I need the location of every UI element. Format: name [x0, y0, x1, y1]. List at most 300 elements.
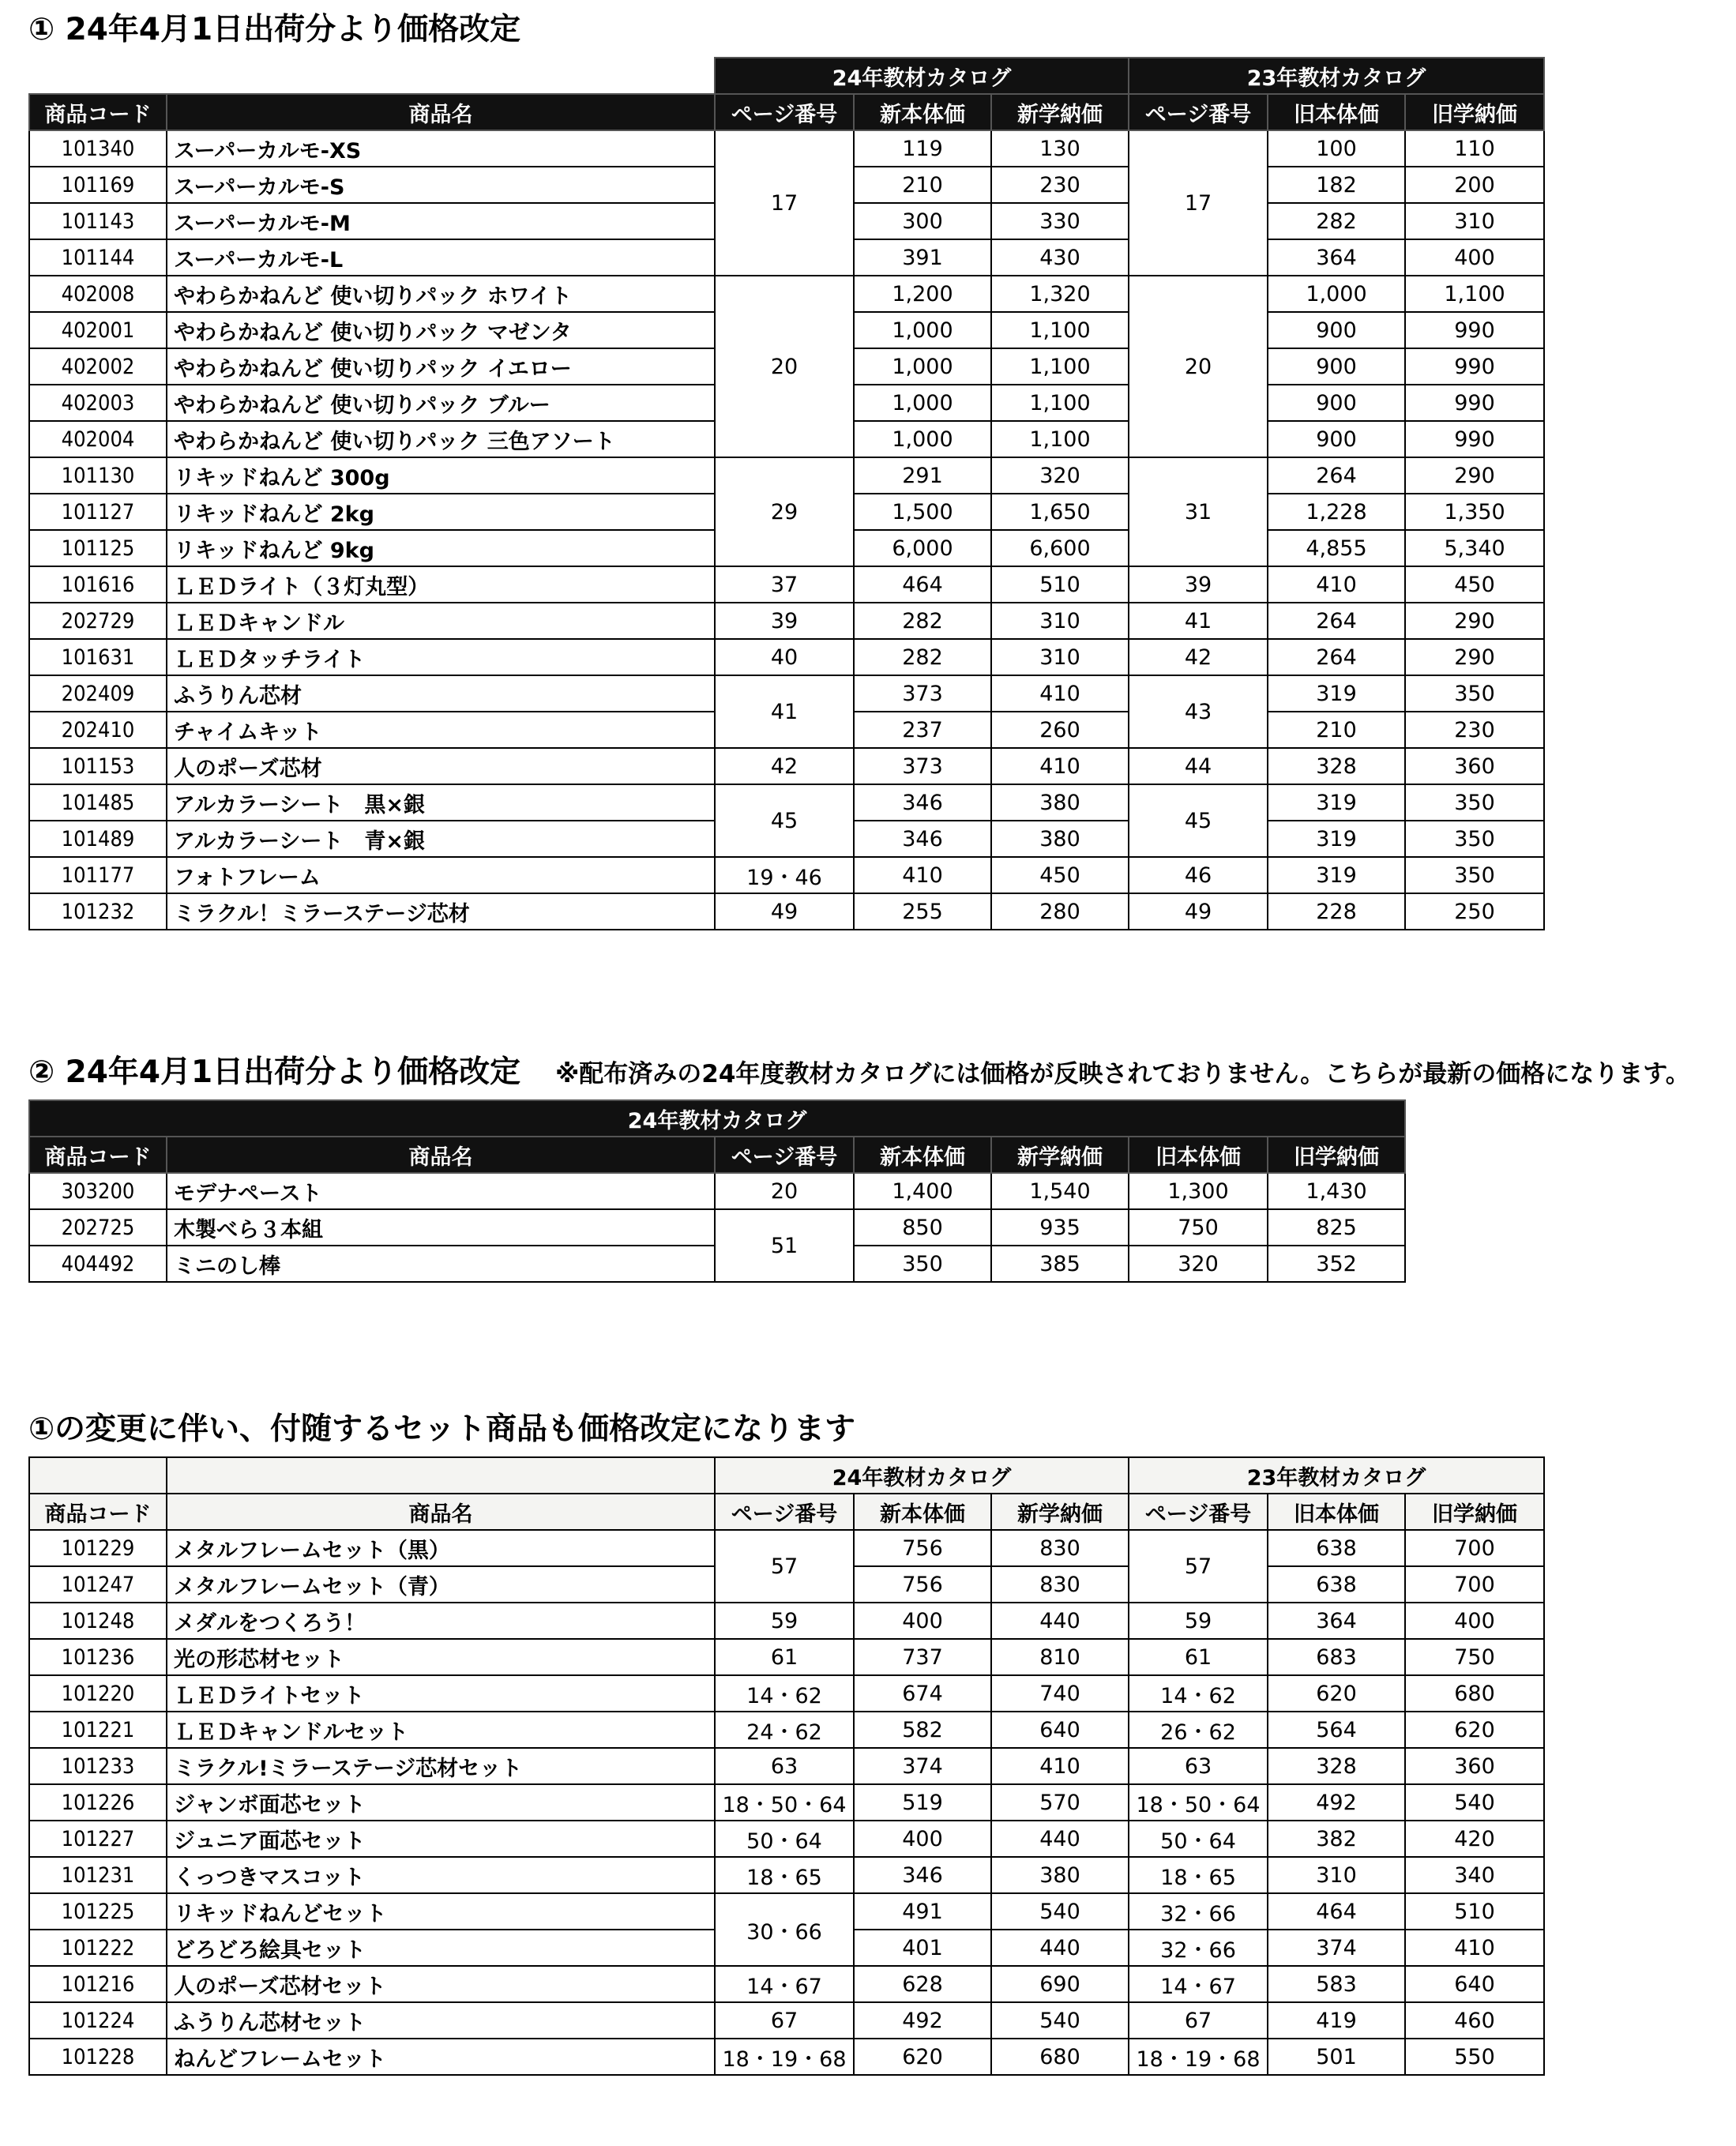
old-page-cell: 63 — [1129, 1748, 1268, 1784]
new-base-price-cell: 282 — [854, 603, 991, 639]
product-code-cell: 402001 — [29, 312, 167, 348]
new-base-price-cell: 1,000 — [854, 312, 991, 348]
old-base-price-cell: 638 — [1268, 1566, 1405, 1603]
old-base-price-cell: 319 — [1268, 784, 1405, 821]
old-base-price-cell: 264 — [1268, 457, 1405, 494]
new-school-price-cell: 510 — [991, 566, 1129, 603]
table-row — [29, 457, 1544, 494]
old-base-price-cell: 264 — [1268, 639, 1405, 675]
header-new-base-price: 新本体価 — [854, 1494, 991, 1530]
old-page-cell: 32・66 — [1129, 1930, 1268, 1966]
product-code-cell: 101125 — [29, 530, 167, 566]
old-base-price-cell: 1,000 — [1268, 276, 1405, 312]
new-page-cell: 18・19・68 — [715, 2039, 854, 2075]
old-school-price-cell: 990 — [1405, 421, 1544, 457]
table-row — [29, 130, 1544, 167]
old-school-price-cell: 340 — [1405, 1857, 1544, 1893]
new-base-price-cell: 346 — [854, 784, 991, 821]
page-cell: 51 — [715, 1209, 854, 1282]
new-base-price-cell: 373 — [854, 748, 991, 784]
new-page-cell: 61 — [715, 1639, 854, 1675]
new-page-cell: 18・65 — [715, 1857, 854, 1893]
old-school-price-cell: 400 — [1405, 239, 1544, 276]
table-row — [29, 1784, 1544, 1821]
new-school-price-cell: 810 — [991, 1639, 1129, 1675]
table-row — [29, 893, 1544, 930]
old-school-price-cell: 400 — [1405, 1603, 1544, 1639]
table-row — [29, 1748, 1544, 1784]
product-name-cell: リキッドねんど 9kg — [167, 530, 715, 566]
product-code-cell: 202410 — [29, 712, 167, 748]
table-row — [29, 1966, 1544, 2002]
new-base-price-cell: 391 — [854, 239, 991, 276]
new-page-cell: 45 — [715, 784, 854, 857]
old-school-price-cell: 700 — [1405, 1566, 1544, 1603]
old-page-cell: 41 — [1129, 603, 1268, 639]
header-product-name: 商品名 — [167, 1494, 715, 1530]
old-page-cell: 18・19・68 — [1129, 2039, 1268, 2075]
group-header-2024: 24年教材カタログ — [715, 1457, 1129, 1494]
table-row — [29, 1173, 1405, 1209]
table-row — [29, 1209, 1405, 1246]
old-school-price-cell: 450 — [1405, 566, 1544, 603]
old-base-price-cell: 620 — [1268, 1675, 1405, 1712]
old-base-price-cell: 319 — [1268, 675, 1405, 712]
old-school-price-cell: 230 — [1405, 712, 1544, 748]
header-product-name: 商品名 — [167, 94, 715, 130]
new-school-price-cell: 680 — [991, 2039, 1129, 2075]
product-name-cell: リキッドねんど 2kg — [167, 494, 715, 530]
product-name-cell: やわらかねんど 使い切りパック マゼンタ — [167, 312, 715, 348]
old-school-price-cell: 360 — [1405, 748, 1544, 784]
new-page-cell: 14・67 — [715, 1966, 854, 2002]
section2-title: ② 24年4月1日出荷分より価格改定 — [28, 1054, 521, 1090]
old-page-cell: 61 — [1129, 1639, 1268, 1675]
old-page-cell: 20 — [1129, 276, 1268, 457]
new-base-price-cell: 1,000 — [854, 385, 991, 421]
old-school-price-cell: 750 — [1405, 1639, 1544, 1675]
product-code-cell: 101127 — [29, 494, 167, 530]
new-school-price-cell: 1,100 — [991, 312, 1129, 348]
new-school-price-cell: 320 — [991, 457, 1129, 494]
old-page-cell: 14・62 — [1129, 1675, 1268, 1712]
table-row — [29, 1530, 1544, 1566]
new-base-price-cell: 491 — [854, 1893, 991, 1930]
header-old-page: ページ番号 — [1129, 94, 1268, 130]
old-base-price-cell: 564 — [1268, 1712, 1405, 1748]
product-code-cell: 101248 — [29, 1603, 167, 1639]
old-school-price-cell: 550 — [1405, 2039, 1544, 2075]
new-base-price-cell: 1,000 — [854, 348, 991, 385]
blank-header-name — [167, 1457, 715, 1494]
product-code-cell: 101153 — [29, 748, 167, 784]
table-row — [29, 675, 1544, 712]
header-new-page: ページ番号 — [715, 94, 854, 130]
new-base-price-cell: 282 — [854, 639, 991, 675]
table-row — [29, 1603, 1544, 1639]
old-base-price-cell: 228 — [1268, 893, 1405, 930]
new-school-price-cell: 690 — [991, 1966, 1129, 2002]
old-base-price-cell: 374 — [1268, 1930, 1405, 1966]
product-code-cell: 101222 — [29, 1930, 167, 1966]
price-table-1 — [28, 57, 1545, 930]
new-school-price-cell: 540 — [991, 2002, 1129, 2039]
product-code-cell: 202409 — [29, 675, 167, 712]
new-school-price-cell: 935 — [991, 1209, 1129, 1246]
product-name-cell: どろどろ絵具セット — [167, 1930, 715, 1966]
price-table-3 — [28, 1456, 1545, 2076]
old-school-price-cell: 1,430 — [1268, 1173, 1405, 1209]
old-school-price-cell: 352 — [1268, 1246, 1405, 1282]
new-school-price-cell: 440 — [991, 1930, 1129, 1966]
new-base-price-cell: 492 — [854, 2002, 991, 2039]
old-page-cell: 45 — [1129, 784, 1268, 857]
new-school-price-cell: 540 — [991, 1893, 1129, 1930]
new-school-price-cell: 310 — [991, 603, 1129, 639]
old-page-cell: 57 — [1129, 1530, 1268, 1603]
product-name-cell: やわらかねんど 使い切りパック 三色アソート — [167, 421, 715, 457]
new-base-price-cell: 401 — [854, 1930, 991, 1966]
new-base-price-cell: 582 — [854, 1712, 991, 1748]
new-page-cell: 67 — [715, 2002, 854, 2039]
table-row — [29, 2002, 1544, 2039]
blank-header-code — [29, 1457, 167, 1494]
product-name-cell: くっつきマスコット — [167, 1857, 715, 1893]
header-old-school-price: 旧学納価 — [1405, 1494, 1544, 1530]
product-code-cell: 101216 — [29, 1966, 167, 2002]
new-page-cell: 17 — [715, 130, 854, 276]
old-school-price-cell: 290 — [1405, 457, 1544, 494]
product-code-cell: 101169 — [29, 167, 167, 203]
old-school-price-cell: 290 — [1405, 639, 1544, 675]
new-base-price-cell: 1,400 — [854, 1173, 991, 1209]
new-page-cell: 49 — [715, 893, 854, 930]
old-base-price-cell: 900 — [1268, 348, 1405, 385]
old-base-price-cell: 210 — [1268, 712, 1405, 748]
product-code-cell: 101144 — [29, 239, 167, 276]
old-base-price-cell: 638 — [1268, 1530, 1405, 1566]
table-row — [29, 1893, 1544, 1930]
old-base-price-cell: 382 — [1268, 1821, 1405, 1857]
header-product-name: 商品名 — [167, 1137, 715, 1173]
old-page-cell: 17 — [1129, 130, 1268, 276]
new-base-price-cell: 737 — [854, 1639, 991, 1675]
old-page-cell: 59 — [1129, 1603, 1268, 1639]
old-base-price-cell: 100 — [1268, 130, 1405, 167]
old-page-cell: 50・64 — [1129, 1821, 1268, 1857]
product-code-cell: 101231 — [29, 1857, 167, 1893]
old-school-price-cell: 310 — [1405, 203, 1544, 239]
section1-title: ① 24年4月1日出荷分より価格改定 — [28, 12, 521, 47]
group-header-2023: 23年教材カタログ — [1129, 1457, 1544, 1494]
product-code-cell: 101226 — [29, 1784, 167, 1821]
product-name-cell: やわらかねんど 使い切りパック ホワイト — [167, 276, 715, 312]
new-page-cell: 57 — [715, 1530, 854, 1603]
new-school-price-cell: 380 — [991, 821, 1129, 857]
old-page-cell: 39 — [1129, 566, 1268, 603]
product-code-cell: 101485 — [29, 784, 167, 821]
header-new-school-price: 新学納価 — [991, 1494, 1129, 1530]
old-page-cell: 14・67 — [1129, 1966, 1268, 2002]
product-code-cell: 101130 — [29, 457, 167, 494]
product-code-cell: 101489 — [29, 821, 167, 857]
old-page-cell: 18・65 — [1129, 1857, 1268, 1893]
old-school-price-cell: 350 — [1405, 675, 1544, 712]
old-base-price-cell: 320 — [1129, 1246, 1268, 1282]
new-base-price-cell: 1,500 — [854, 494, 991, 530]
header-product-code: 商品コード — [29, 1494, 167, 1530]
new-page-cell: 19・46 — [715, 857, 854, 893]
product-name-cell: ＬＥＤタッチライト — [167, 639, 715, 675]
old-base-price-cell: 492 — [1268, 1784, 1405, 1821]
table-row — [29, 1639, 1544, 1675]
old-base-price-cell: 900 — [1268, 312, 1405, 348]
product-name-cell: モデナペースト — [167, 1173, 715, 1209]
product-code-cell: 101220 — [29, 1675, 167, 1712]
new-page-cell: 29 — [715, 457, 854, 566]
header-new-page: ページ番号 — [715, 1494, 854, 1530]
old-base-price-cell: 900 — [1268, 421, 1405, 457]
table-row — [29, 1712, 1544, 1748]
group-header-2024: 24年教材カタログ — [29, 1100, 1405, 1137]
product-name-cell: メタルフレームセット（青） — [167, 1566, 715, 1603]
product-code-cell: 101228 — [29, 2039, 167, 2075]
product-code-cell: 101229 — [29, 1530, 167, 1566]
new-page-cell: 41 — [715, 675, 854, 748]
new-page-cell: 39 — [715, 603, 854, 639]
product-code-cell: 101631 — [29, 639, 167, 675]
product-name-cell: フォトフレーム — [167, 857, 715, 893]
product-name-cell: 人のポーズ芯材セット — [167, 1966, 715, 2002]
new-school-price-cell: 1,100 — [991, 421, 1129, 457]
new-base-price-cell: 300 — [854, 203, 991, 239]
product-name-cell: アルカラーシート 青×銀 — [167, 821, 715, 857]
old-base-price-cell: 282 — [1268, 203, 1405, 239]
new-page-cell: 30・66 — [715, 1893, 854, 1966]
old-page-cell: 26・62 — [1129, 1712, 1268, 1748]
new-page-cell: 40 — [715, 639, 854, 675]
new-school-price-cell: 450 — [991, 857, 1129, 893]
product-name-cell: ＬＥＤライトセット — [167, 1675, 715, 1712]
product-name-cell: 木製べら３本組 — [167, 1209, 715, 1246]
product-code-cell: 101247 — [29, 1566, 167, 1603]
new-school-price-cell: 440 — [991, 1603, 1129, 1639]
new-base-price-cell: 6,000 — [854, 530, 991, 566]
old-school-price-cell: 200 — [1405, 167, 1544, 203]
product-code-cell: 101143 — [29, 203, 167, 239]
new-school-price-cell: 310 — [991, 639, 1129, 675]
product-name-cell: メタルフレームセット（黒） — [167, 1530, 715, 1566]
table-row — [29, 1675, 1544, 1712]
old-base-price-cell: 310 — [1268, 1857, 1405, 1893]
new-school-price-cell: 1,100 — [991, 385, 1129, 421]
product-name-cell: ジャンボ面芯セット — [167, 1784, 715, 1821]
product-code-cell: 202725 — [29, 1209, 167, 1246]
new-base-price-cell: 237 — [854, 712, 991, 748]
old-school-price-cell: 250 — [1405, 893, 1544, 930]
new-base-price-cell: 346 — [854, 1857, 991, 1893]
new-base-price-cell: 400 — [854, 1821, 991, 1857]
old-page-cell: 31 — [1129, 457, 1268, 566]
product-name-cell: チャイムキット — [167, 712, 715, 748]
new-page-cell: 14・62 — [715, 1675, 854, 1712]
product-code-cell: 404492 — [29, 1246, 167, 1282]
old-school-price-cell: 1,100 — [1405, 276, 1544, 312]
old-page-cell: 18・50・64 — [1129, 1784, 1268, 1821]
product-code-cell: 101221 — [29, 1712, 167, 1748]
product-name-cell: リキッドねんど 300g — [167, 457, 715, 494]
product-code-cell: 101224 — [29, 2002, 167, 2039]
product-name-cell: スーパーカルモ-XS — [167, 130, 715, 167]
new-page-cell: 59 — [715, 1603, 854, 1639]
header-product-code: 商品コード — [29, 94, 167, 130]
product-name-cell: ミラクル！ミラーステージ芯材 — [167, 893, 715, 930]
header-new-school-price: 新学納価 — [991, 1137, 1129, 1173]
group-header-2024: 24年教材カタログ — [715, 58, 1129, 94]
new-base-price-cell: 1,200 — [854, 276, 991, 312]
new-base-price-cell: 1,000 — [854, 421, 991, 457]
product-name-cell: ＬＥＤキャンドル — [167, 603, 715, 639]
old-base-price-cell: 419 — [1268, 2002, 1405, 2039]
old-school-price-cell: 290 — [1405, 603, 1544, 639]
table-row — [29, 603, 1544, 639]
header-product-code: 商品コード — [29, 1137, 167, 1173]
product-code-cell: 303200 — [29, 1173, 167, 1209]
new-base-price-cell: 850 — [854, 1209, 991, 1246]
new-school-price-cell: 830 — [991, 1566, 1129, 1603]
old-school-price-cell: 350 — [1405, 821, 1544, 857]
table-row — [29, 1821, 1544, 1857]
old-base-price-cell: 1,300 — [1129, 1173, 1268, 1209]
product-name-cell: 光の形芯材セット — [167, 1639, 715, 1675]
new-base-price-cell: 519 — [854, 1784, 991, 1821]
old-school-price-cell: 350 — [1405, 784, 1544, 821]
product-name-cell: ジュニア面芯セット — [167, 1821, 715, 1857]
old-school-price-cell: 825 — [1268, 1209, 1405, 1246]
product-name-cell: スーパーカルモ-L — [167, 239, 715, 276]
table-row — [29, 566, 1544, 603]
new-base-price-cell: 410 — [854, 857, 991, 893]
table-row — [29, 857, 1544, 893]
old-page-cell: 67 — [1129, 2002, 1268, 2039]
new-base-price-cell: 464 — [854, 566, 991, 603]
table-row — [29, 1857, 1544, 1893]
header-new-school-price: 新学納価 — [991, 94, 1129, 130]
old-school-price-cell: 990 — [1405, 385, 1544, 421]
new-school-price-cell: 570 — [991, 1784, 1129, 1821]
product-name-cell: ミラクル!ミラーステージ芯材セット — [167, 1748, 715, 1784]
table-row — [29, 784, 1544, 821]
new-page-cell: 63 — [715, 1748, 854, 1784]
old-base-price-cell: 464 — [1268, 1893, 1405, 1930]
section3-title: ①の変更に伴い、付随するセット商品も価格改定になります — [28, 1411, 856, 1447]
product-code-cell: 101232 — [29, 893, 167, 930]
new-base-price-cell: 119 — [854, 130, 991, 167]
old-base-price-cell: 319 — [1268, 821, 1405, 857]
new-school-price-cell: 830 — [991, 1530, 1129, 1566]
group-header-2023: 23年教材カタログ — [1129, 58, 1544, 94]
old-base-price-cell: 750 — [1129, 1209, 1268, 1246]
product-name-cell: ねんどフレームセット — [167, 2039, 715, 2075]
new-school-price-cell: 280 — [991, 893, 1129, 930]
product-code-cell: 101616 — [29, 566, 167, 603]
product-code-cell: 101233 — [29, 1748, 167, 1784]
header-old-school-price: 旧学納価 — [1268, 1137, 1405, 1173]
old-base-price-cell: 328 — [1268, 748, 1405, 784]
new-base-price-cell: 374 — [854, 1748, 991, 1784]
blank-header — [29, 58, 715, 94]
product-name-cell: メダルをつくろう！ — [167, 1603, 715, 1639]
old-school-price-cell: 680 — [1405, 1675, 1544, 1712]
new-school-price-cell: 1,320 — [991, 276, 1129, 312]
new-school-price-cell: 380 — [991, 1857, 1129, 1893]
new-school-price-cell: 1,650 — [991, 494, 1129, 530]
product-name-cell: ふうりん芯材セット — [167, 2002, 715, 2039]
section2-note: ※配布済みの24年度教材カタログには価格が反映されておりません。こちらが最新の価格になります。 — [555, 1060, 1690, 1088]
old-school-price-cell: 640 — [1405, 1966, 1544, 2002]
old-school-price-cell: 700 — [1405, 1530, 1544, 1566]
new-school-price-cell: 410 — [991, 748, 1129, 784]
page-cell: 20 — [715, 1173, 854, 1209]
new-school-price-cell: 130 — [991, 130, 1129, 167]
old-page-cell: 49 — [1129, 893, 1268, 930]
old-school-price-cell: 460 — [1405, 2002, 1544, 2039]
old-page-cell: 46 — [1129, 857, 1268, 893]
header-old-base-price: 旧本体価 — [1129, 1137, 1268, 1173]
product-code-cell: 402002 — [29, 348, 167, 385]
old-base-price-cell: 319 — [1268, 857, 1405, 893]
new-school-price-cell: 640 — [991, 1712, 1129, 1748]
old-school-price-cell: 350 — [1405, 857, 1544, 893]
product-code-cell: 101227 — [29, 1821, 167, 1857]
product-name-cell: リキッドねんどセット — [167, 1893, 715, 1930]
old-base-price-cell: 4,855 — [1268, 530, 1405, 566]
product-name-cell: やわらかねんど 使い切りパック イエロー — [167, 348, 715, 385]
old-page-cell: 44 — [1129, 748, 1268, 784]
old-base-price-cell: 364 — [1268, 1603, 1405, 1639]
new-base-price-cell: 400 — [854, 1603, 991, 1639]
header-new-base-price: 新本体価 — [854, 94, 991, 130]
new-school-price-cell: 440 — [991, 1821, 1129, 1857]
product-code-cell: 402003 — [29, 385, 167, 421]
old-base-price-cell: 501 — [1268, 2039, 1405, 2075]
price-table-2 — [28, 1099, 1406, 1283]
old-school-price-cell: 510 — [1405, 1893, 1544, 1930]
old-school-price-cell: 360 — [1405, 1748, 1544, 1784]
product-name-cell: ミニのし棒 — [167, 1246, 715, 1282]
product-name-cell: やわらかねんど 使い切りパック ブルー — [167, 385, 715, 421]
product-name-cell: ＬＥＤキャンドルセット — [167, 1712, 715, 1748]
new-base-price-cell: 756 — [854, 1566, 991, 1603]
new-school-price-cell: 380 — [991, 784, 1129, 821]
old-base-price-cell: 364 — [1268, 239, 1405, 276]
product-code-cell: 202729 — [29, 603, 167, 639]
old-school-price-cell: 990 — [1405, 312, 1544, 348]
old-page-cell: 42 — [1129, 639, 1268, 675]
product-name-cell: 人のポーズ芯材 — [167, 748, 715, 784]
new-school-price-cell: 230 — [991, 167, 1129, 203]
new-base-price-cell: 346 — [854, 821, 991, 857]
product-name-cell: ＬＥＤライト（３灯丸型） — [167, 566, 715, 603]
new-page-cell: 37 — [715, 566, 854, 603]
new-base-price-cell: 628 — [854, 1966, 991, 2002]
new-school-price-cell: 385 — [991, 1246, 1129, 1282]
table-row — [29, 276, 1544, 312]
new-base-price-cell: 373 — [854, 675, 991, 712]
old-base-price-cell: 328 — [1268, 1748, 1405, 1784]
table-row — [29, 2039, 1544, 2075]
header-old-school-price: 旧学納価 — [1405, 94, 1544, 130]
